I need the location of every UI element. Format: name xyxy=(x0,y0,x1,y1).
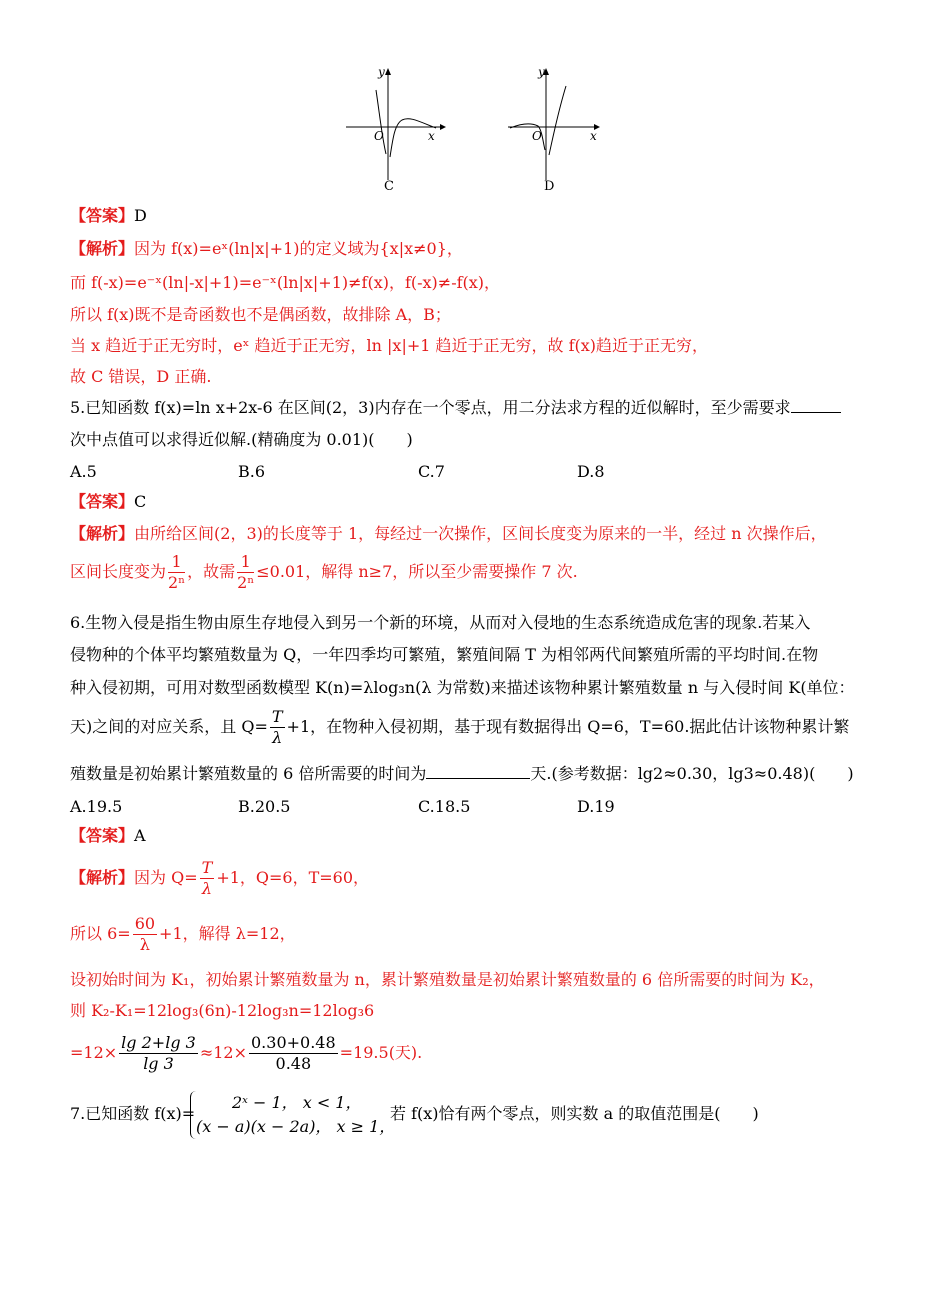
q5-answer-line xyxy=(70,492,146,512)
graph-label: D xyxy=(544,179,555,192)
q6-stem-2: 侵物种的个体平均繁殖数量为 Q，一年四季均可繁殖，繁殖间隔 T 为相邻两代间繁殖所需的平均时间.在物 xyxy=(70,645,819,664)
numerator: 60 xyxy=(134,914,156,933)
q7-stem-post: 若 f(x)恰有两个零点，则实数 a 的取值范围是( ) xyxy=(390,1104,759,1123)
text: ≤0.01，解得 n≥7，所以至少需要操作 7 次. xyxy=(256,562,578,581)
q6-answer-line xyxy=(70,826,146,846)
axis-x-label: x xyxy=(428,129,435,143)
text: +1，Q=6，T=60， xyxy=(216,868,370,887)
text: 天.(参考数据：lg2≈0.30，lg3≈0.48)( ) xyxy=(530,764,854,783)
q6-option-b[interactable]: B.20.5 xyxy=(238,797,291,816)
answer-value: C xyxy=(134,492,147,511)
q7-case-2: (x − a)(x − 2a)， x ≥ 1， xyxy=(196,1117,396,1136)
fraction xyxy=(200,858,215,899)
y-axis-arrow xyxy=(385,68,391,75)
q5-analysis-2 xyxy=(70,552,578,593)
text: ，故需 xyxy=(187,562,236,581)
q6-blank xyxy=(426,764,530,779)
q6-option-c[interactable]: C.18.5 xyxy=(418,797,471,816)
fraction xyxy=(270,707,285,748)
analysis-text: 因为 f(x)=eˣ(ln|x|+1)的定义域为{x|x≠0}， xyxy=(134,239,463,258)
q4-analysis-4: 当 x 趋近于正无穷时，eˣ 趋近于正无穷，ln |x|+1 趋近于正无穷，故 f(x)趋近于正无穷， xyxy=(70,336,709,355)
q6-stem-1: 6.生物入侵是指生物由原生存地侵入到另一个新的环境，从而对入侵地的生态系统造成危害的现象.若某入 xyxy=(70,613,811,632)
q5-stem-1 xyxy=(70,398,841,418)
answer-value: D xyxy=(134,206,147,225)
text: 所以 6= xyxy=(70,924,131,943)
denominator: 2ⁿ xyxy=(168,573,186,592)
denominator: λ xyxy=(272,728,283,747)
fraction xyxy=(119,1033,198,1074)
denominator: lg 3 xyxy=(143,1054,174,1073)
axis-x-label: x xyxy=(590,129,597,143)
origin-label: O xyxy=(374,129,384,143)
q6-option-d[interactable]: D.19 xyxy=(577,797,615,816)
analysis-tag: 【解析】 xyxy=(70,868,135,887)
curve-left xyxy=(376,90,386,154)
analysis-tag: 【解析】 xyxy=(70,524,135,543)
q5-option-b[interactable]: B.6 xyxy=(238,462,266,481)
text: +1，在物种入侵初期，基于现有数据得出 Q=6，T=60.据此估计该物种累计繁 xyxy=(286,717,850,736)
text: 天)之间的对应关系，且 Q= xyxy=(70,717,268,736)
q4-analysis-5: 故 C 错误，D 正确. xyxy=(70,367,212,386)
graph-d xyxy=(502,62,612,192)
answer-tag: 【答案】 xyxy=(70,826,135,845)
q6-analysis-3: 设初始时间为 K₁，初始累计繁殖数量为 n，累计繁殖数量是初始累计繁殖数量的 6 倍所需要的时间为 K₂， xyxy=(70,970,825,989)
denominator: 2ⁿ xyxy=(237,573,255,592)
q5-stem-text: 5.已知函数 f(x)=ln x+2x-6 在区间(2，3)内存在一个零点，用二分法求方程的近似解时，至少需要求 xyxy=(70,398,791,417)
q5-blank xyxy=(791,398,841,413)
text: =19.5(天). xyxy=(339,1043,423,1062)
numerator: T xyxy=(201,858,213,877)
q4-analysis-3: 所以 f(x)既不是奇函数也不是偶函数，故排除 A，B； xyxy=(70,305,451,324)
graph-label: C xyxy=(384,179,394,192)
graph-c xyxy=(340,62,450,192)
q6-analysis-5 xyxy=(70,1033,422,1074)
q5-option-a[interactable]: A.5 xyxy=(70,462,97,481)
answer-tag: 【答案】 xyxy=(70,206,135,225)
numerator: 1 xyxy=(237,552,254,573)
denominator: λ xyxy=(201,879,213,898)
text: 殖数量是初始累计繁殖数量的 6 倍所需要的时间为 xyxy=(70,764,427,783)
q4-answer-line xyxy=(70,206,147,226)
curve-right xyxy=(549,86,566,155)
numerator: 0.30+0.48 xyxy=(251,1033,336,1052)
numerator: 1 xyxy=(168,552,185,573)
numerator: lg 2+lg 3 xyxy=(121,1033,196,1052)
answer-tag: 【答案】 xyxy=(70,492,135,511)
text: +1，解得 λ=12， xyxy=(159,924,296,943)
q4-analysis-2: 而 f(-x)=e⁻ˣ(ln|-x|+1)=e⁻ˣ(ln|x|+1)≠f(x)，f(-x)≠-f(x)， xyxy=(70,273,501,292)
axis-y-label: y xyxy=(378,65,385,79)
denominator: 0.48 xyxy=(275,1054,312,1073)
fraction xyxy=(133,914,157,955)
text: 因为 Q= xyxy=(134,868,198,887)
q6-analysis-1 xyxy=(70,858,369,899)
axis-y-label: y xyxy=(538,65,545,79)
q7-case-1: 2ˣ − 1， x < 1， xyxy=(232,1093,362,1112)
text: =12× xyxy=(70,1043,118,1062)
text: ≈12× xyxy=(199,1043,247,1062)
answer-value: A xyxy=(134,826,146,845)
analysis-text: 由所给区间(2，3)的长度等于 1，每经过一次操作，区间长度变为原来的一半，经过 n 次操作后， xyxy=(134,524,827,543)
q6-stem-5 xyxy=(70,764,854,784)
analysis-tag: 【解析】 xyxy=(70,239,135,258)
denominator: λ xyxy=(139,935,150,954)
q6-analysis-4: 则 K₂-K₁=12log₃(6n)-12log₃n=12log₃6 xyxy=(70,1001,375,1020)
x-axis-arrow xyxy=(440,124,446,130)
q6-stem-3: 种入侵初期，可用对数型函数模型 K(n)=λlog₃n(λ 为常数)来描述该物种累计繁殖数量 n 与入侵时间 K(单位： xyxy=(70,678,855,697)
fraction xyxy=(237,552,254,593)
numerator: T xyxy=(271,707,283,726)
q5-option-d[interactable]: D.8 xyxy=(577,462,605,481)
q5-stem-2: 次中点值可以求得近似解.(精确度为 0.01)( ) xyxy=(70,430,413,449)
q5-analysis-1 xyxy=(70,524,827,544)
text: 区间长度变为 xyxy=(70,562,167,581)
q5-option-c[interactable]: C.7 xyxy=(418,462,445,481)
fraction xyxy=(168,552,185,593)
q4-analysis-1 xyxy=(70,239,463,259)
fraction xyxy=(249,1033,338,1074)
q6-stem-4 xyxy=(70,707,849,748)
origin-label: O xyxy=(532,129,542,143)
q6-analysis-2 xyxy=(70,914,296,955)
q7-stem-pre: 7.已知函数 f(x)= xyxy=(70,1104,196,1123)
q6-option-a[interactable]: A.19.5 xyxy=(70,797,123,816)
